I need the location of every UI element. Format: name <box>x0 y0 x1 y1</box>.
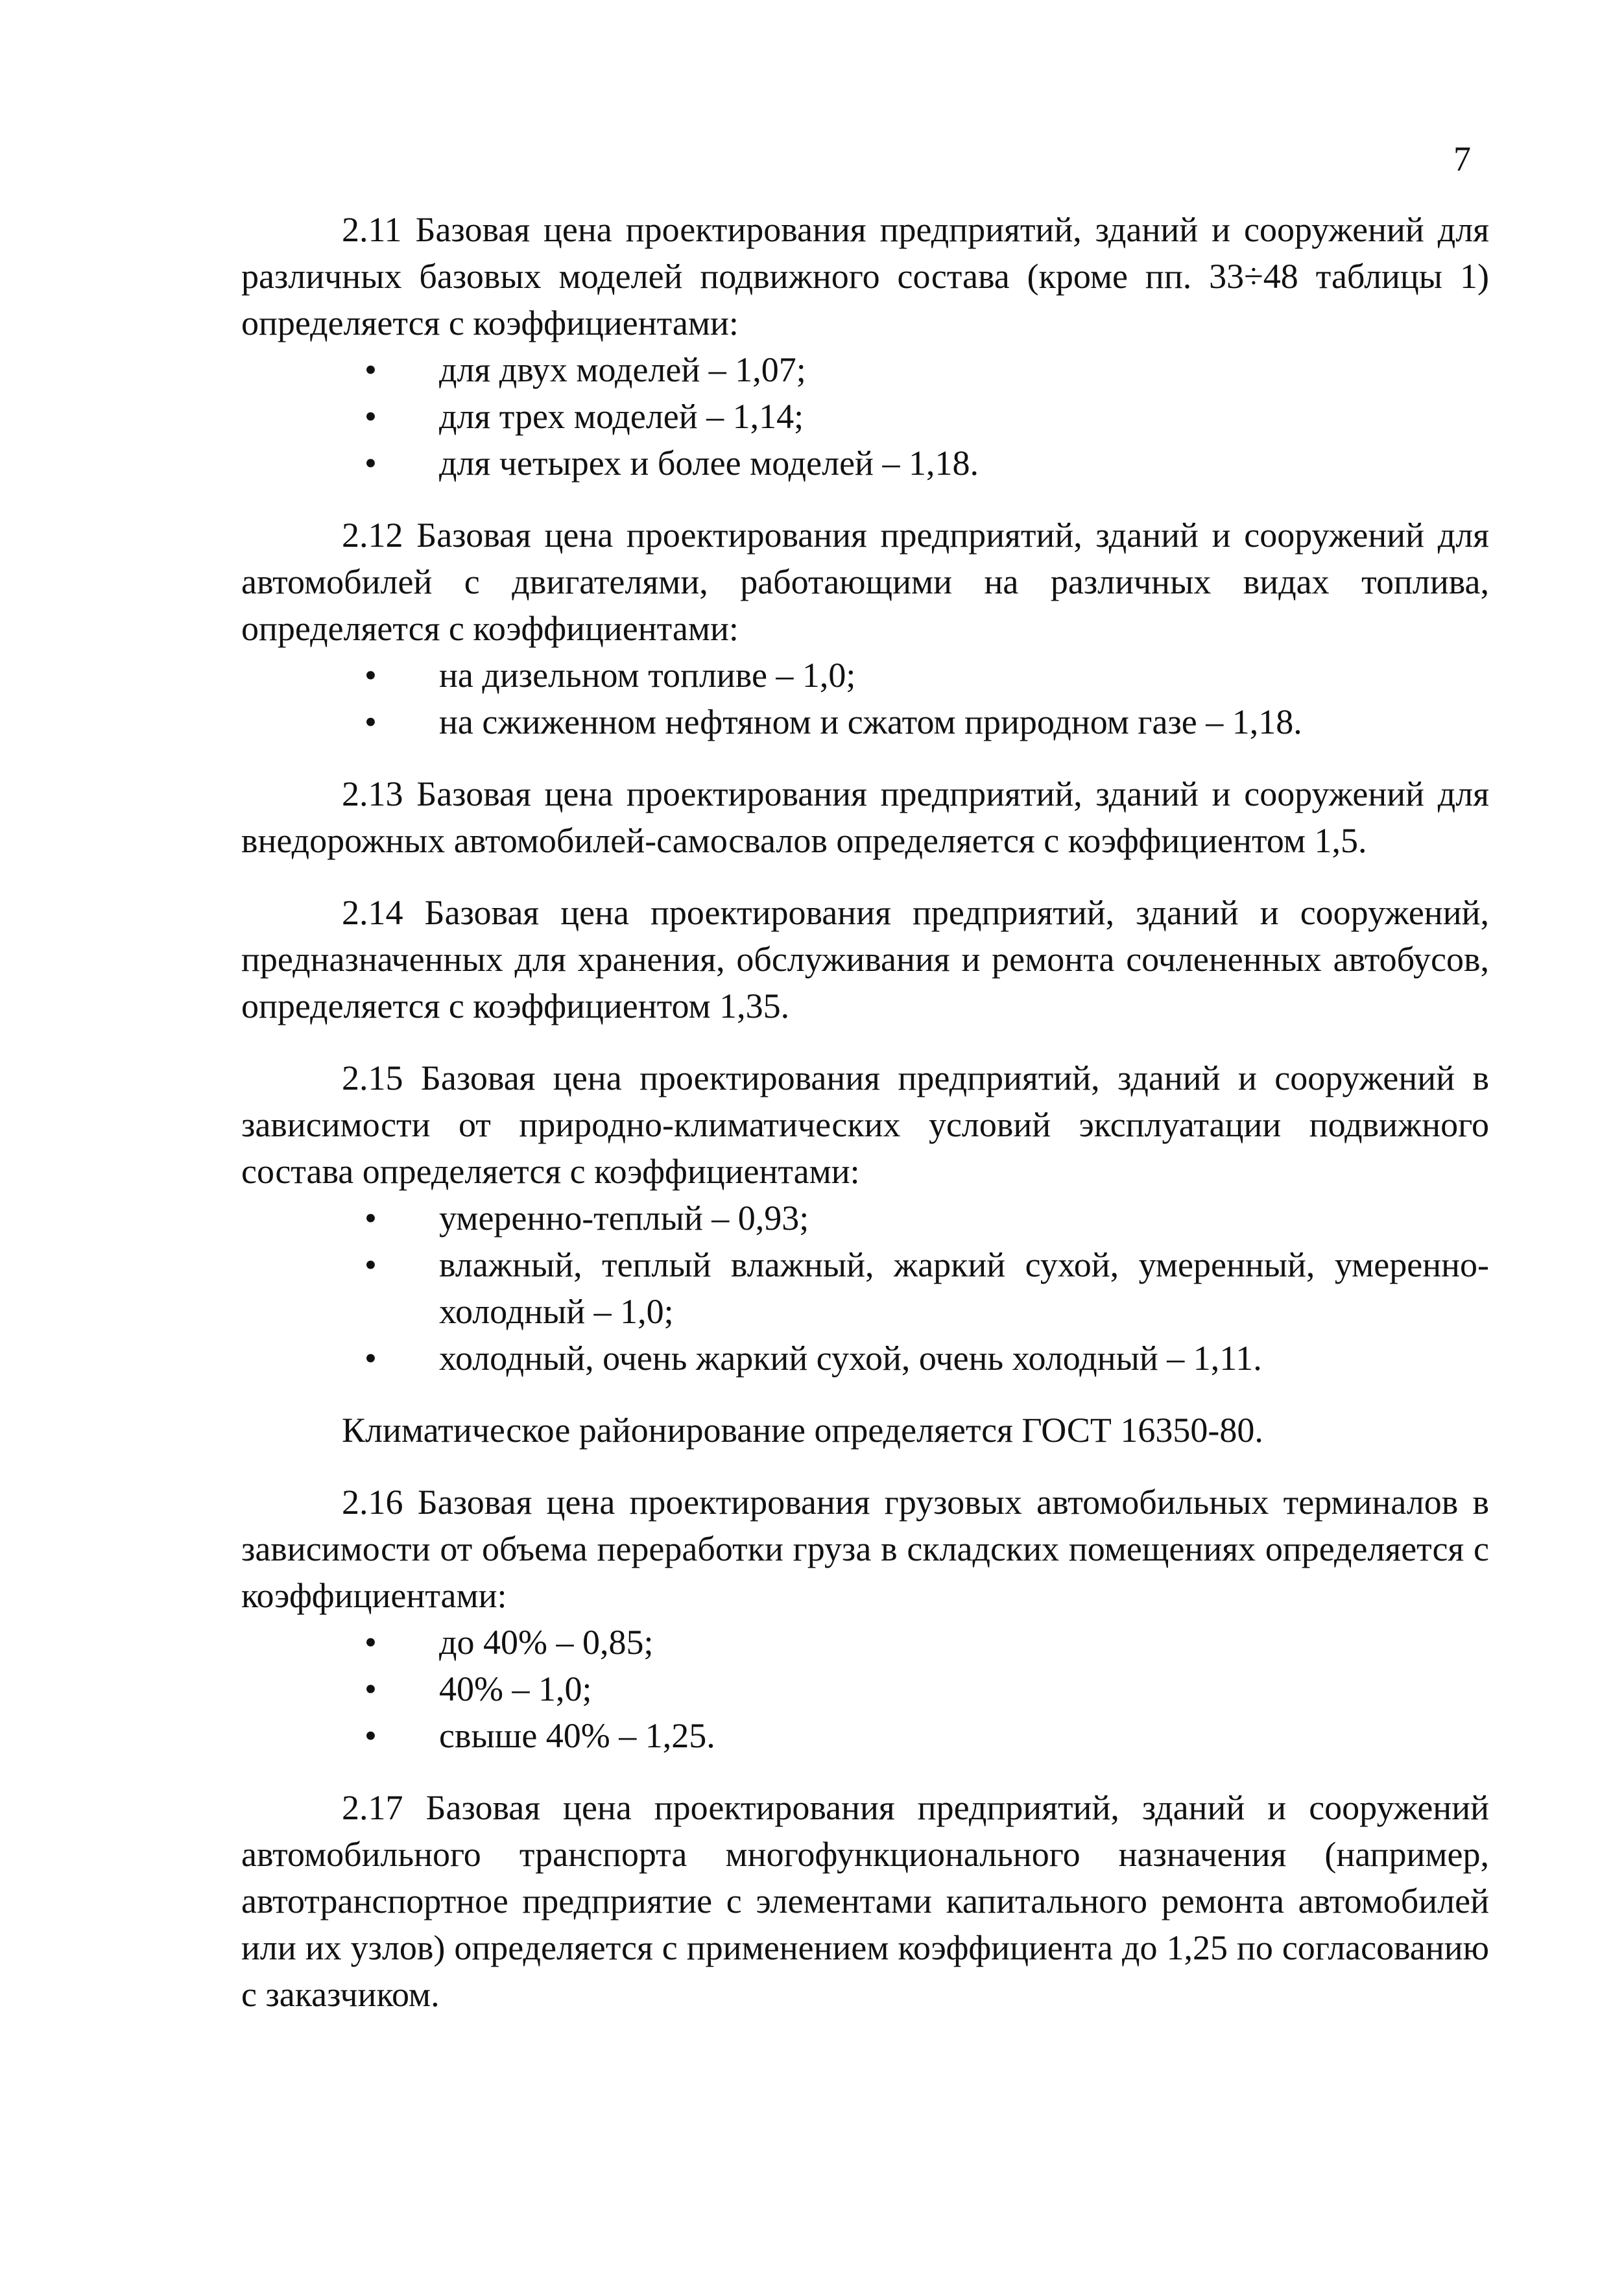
document-body <box>241 206 1489 2043</box>
paragraph-2-16: 2.16 Базовая цена проектирования грузовых автомобильных терминалов в зависимости от объема переработки груза в складских помещениях определяется с коэффициентами: <box>241 1483 1489 1615</box>
list-2-12 <box>241 652 1489 745</box>
paragraph-2-15: 2.15 Базовая цена проектирования предприятий, зданий и сооружений в зависимости от природно-климатических условий эксплуатации подвижного состава определяется с коэффициентами: <box>241 1059 1489 1191</box>
list-item: • на дизельном топливе – 1,0; <box>241 652 1489 699</box>
list-item: • до 40% – 0,85; <box>241 1619 1489 1666</box>
list-2-15 <box>241 1195 1489 1382</box>
list-item: • для четырех и более моделей – 1,18. <box>241 440 1489 486</box>
list-item: • свыше 40% – 1,25. <box>241 1712 1489 1759</box>
list-item: • влажный, теплый влажный, жаркий сухой, умеренный, умеренно-холодный – 1,0; <box>241 1241 1489 1335</box>
paragraph-2-11: 2.11 Базовая цена проектирования предприятий, зданий и сооружений для различных базовых моделей подвижного состава (кроме пп. 33÷48 таблицы 1) определяется с коэффициентами: <box>241 210 1489 342</box>
paragraph-2-14: 2.14 Базовая цена проектирования предприятий, зданий и сооружений, предназначенных для хранения, обслуживания и ремонта сочлененных автобусов, определяется с коэффициентом 1,35. <box>241 893 1489 1025</box>
paragraph-2-12: 2.12 Базовая цена проектирования предприятий, зданий и сооружений для автомобилей с двигателями, работающими на различных видах топлива, определяется с коэффициентами: <box>241 516 1489 648</box>
list-2-16 <box>241 1619 1489 1759</box>
paragraph-2-17: 2.17 Базовая цена проектирования предприятий, зданий и сооружений автомобильного транспорта многофункционального назначения (например, автотранспортное предприятие с элементами капитального ремонта автомобилей или их узлов) определяется с применением коэффициента до 1,25 по согласованию с заказчиком. <box>241 1788 1489 2014</box>
list-item: • для двух моделей – 1,07; <box>241 346 1489 393</box>
list-item: • 40% – 1,0; <box>241 1666 1489 1712</box>
list-item: • на сжиженном нефтяном и сжатом природном газе – 1,18. <box>241 699 1489 745</box>
paragraph-2-13: 2.13 Базовая цена проектирования предприятий, зданий и сооружений для внедорожных автомобилей-самосвалов определяется с коэффициентом 1,5. <box>241 774 1489 860</box>
list-item: • умеренно-теплый – 0,93; <box>241 1195 1489 1241</box>
page-number: 7 <box>1453 139 1471 178</box>
list-item: • холодный, очень жаркий сухой, очень холодный – 1,11. <box>241 1335 1489 1382</box>
list-2-11 <box>241 346 1489 486</box>
list-item: • для трех моделей – 1,14; <box>241 393 1489 440</box>
climate-note: Климатическое районирование определяется ГОСТ 16350-80. <box>342 1411 1263 1450</box>
